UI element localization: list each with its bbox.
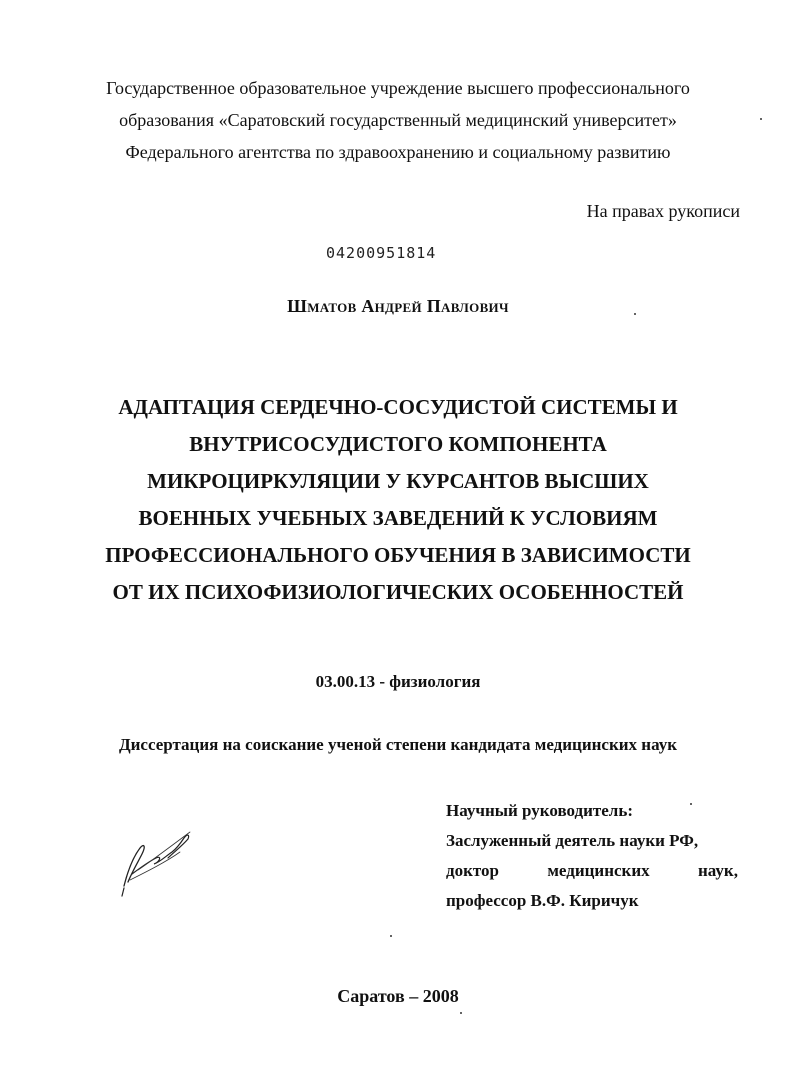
institution-line-1: Государственное образовательное учреждение высшего профессионального	[106, 78, 690, 98]
institution-line-2: образования «Саратовский государственный медицинский университет»	[119, 110, 677, 130]
supervisor-line-2	[446, 856, 738, 886]
specialty-code: 03.00.13 - физиология	[315, 672, 481, 691]
scan-speck	[760, 118, 762, 120]
scan-speck	[460, 1012, 462, 1014]
city-year: Саратов – 2008	[337, 986, 459, 1006]
title-line-5: ПРОФЕССИОНАЛЬНОГО ОБУЧЕНИЯ В ЗАВИСИМОСТИ	[105, 543, 691, 567]
handwritten-signature-icon	[110, 822, 200, 907]
scan-speck	[634, 313, 636, 315]
supervisor-line-3: профессор В.Ф. Киричук	[446, 891, 639, 910]
archive-code: 04200951814	[326, 244, 437, 262]
title-line-3: МИКРОЦИРКУЛЯЦИИ У КУРСАНТОВ ВЫСШИХ	[147, 469, 649, 493]
scan-speck	[690, 803, 692, 805]
supervisor-heading: Научный руководитель:	[446, 801, 633, 820]
signature-drawing	[110, 822, 200, 902]
supervisor-line-2-word-2: медицинских	[547, 861, 650, 880]
degree-statement: Диссертация на соискание ученой степени кандидата медицинских наук	[118, 735, 678, 754]
supervisor-line-1: Заслуженный деятель науки РФ,	[446, 831, 699, 850]
scan-speck	[390, 935, 392, 937]
supervisor-block	[446, 796, 738, 916]
title-line-4: ВОЕННЫХ УЧЕБНЫХ ЗАВЕДЕНИЙ К УСЛОВИЯМ	[138, 506, 658, 530]
institution-line-3: Федерального агентства по здравоохранению и социальному развитию	[125, 142, 671, 162]
supervisor-line-2-word-3: наук,	[698, 861, 738, 880]
author-name: Шматов Андрей Павлович	[287, 296, 509, 316]
title-line-6: ОТ ИХ ПСИХОФИЗИОЛОГИЧЕСКИХ ОСОБЕННОСТЕЙ	[112, 580, 684, 604]
rights-note: На правах рукописи	[586, 201, 740, 221]
dissertation-title	[50, 389, 746, 611]
supervisor-line-2-word-1: доктор	[446, 861, 499, 880]
title-line-2: ВНУТРИСОСУДИСТОГО КОМПОНЕНТА	[189, 432, 607, 456]
institution-header	[60, 72, 736, 168]
title-line-1: АДАПТАЦИЯ СЕРДЕЧНО-СОСУДИСТОЙ СИСТЕМЫ И	[118, 395, 678, 419]
